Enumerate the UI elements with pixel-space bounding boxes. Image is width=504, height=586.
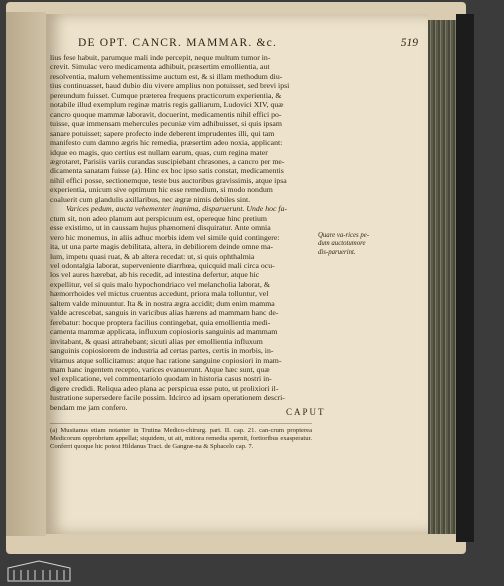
text-line: lius fese habuit, parumque mali inde percepit, neque multum tumor in- bbox=[50, 53, 271, 62]
text-line: cancro quoque mammæ laboravit, docuerint, medicamentis nihil effici po- bbox=[50, 109, 282, 119]
text-line: tius continuasset, haud dubio diu vivere amplius non potuisset, sed brevi ipsi bbox=[50, 81, 290, 91]
running-title: DE OPT. CANCR. MAMMAR. &c. bbox=[78, 37, 278, 49]
text-line: dicamenta sanatam fuisse (a). Hinc ex hoc ipso satis constat, medicamentis bbox=[50, 166, 284, 176]
text-line: nihil effici posse, sectionemque, teste bus auctoribus gravissimis, atque ipsa bbox=[50, 175, 287, 185]
text-line: experientia, unicum sive optimum hic esse remedium, si modo nondum bbox=[50, 185, 273, 195]
text-line: valde acrescebat, sanguis in varicibus alias hærens ad mammam hanc de- bbox=[50, 308, 279, 318]
text-line: tuisse, quæ immensam mehercules pecuniæ vim adhibuisset, si quis ipsam bbox=[50, 119, 282, 129]
library-logo-icon bbox=[4, 559, 74, 583]
footnote: (a) Musitanus etiam notanter in Trutina Medico-chirurg. part. II. cap. 21. can-crum propterea Medicorum opprobrium appellat; siquidem, ut ait, mitiora remedia spernit, fortioribus exasperatur. Conferri quoque hic potest Hildanus Tract. de Gangræ-na & Sphacelo cap. 7. bbox=[50, 427, 312, 451]
text-line: vitamus atque sollicitamus: atque hac ratione sanguine copiosiori in mam- bbox=[50, 355, 282, 365]
text-line: invitabant, & quasi attrahebant; sicuti alias per emollientia influxum bbox=[50, 336, 263, 346]
text-line: vero hic monemus, in aliis adhuc morbis idem vel simile quid contingere: bbox=[50, 232, 280, 242]
page-edges bbox=[428, 20, 456, 534]
margin-note: Quare va-rices pe-dum auctotumore dis-paruerint. bbox=[318, 232, 370, 256]
text-line: digere credidi. Reliqua adeo plana ac perspicua esse puto, ut prolixiori il- bbox=[50, 383, 279, 393]
previous-page-edge bbox=[6, 12, 46, 536]
viewer-bottom-bar bbox=[0, 556, 504, 586]
text-line: bendam me jam confero. bbox=[50, 402, 128, 412]
text-line: pereundum fuisset. Cumque præterea frequens practicorum experientia, & bbox=[50, 90, 282, 100]
footnote-rule bbox=[50, 423, 312, 424]
text-line: lustratione supersedere facile possim. Idcirco ad ipsam operationem descri- bbox=[50, 393, 285, 403]
text-line: ferebatur: hocque proptera facilius contingebat, quia emollientia medi- bbox=[50, 317, 271, 327]
main-text bbox=[50, 53, 312, 412]
page-number: 519 bbox=[400, 37, 418, 49]
text-line: camenta mammæ applicata, influxum copiosioris sanguinis ad mammam bbox=[50, 327, 278, 337]
text-line: saltem valde minuuntur. Ita & in nostra ægra accidit; dum enim mamma bbox=[50, 298, 275, 308]
text-line: manifesto cum damno ægris hic remedia, præsertim adeo noxia, applicant: bbox=[50, 138, 283, 148]
text-line: esse existimo, ut in caussam hujus phænomeni disquiratur. Ante omnia bbox=[50, 223, 271, 233]
text-line: coaluerit cum glandulis axillaribus, nec ægræ nimis debiles sint. bbox=[50, 194, 251, 204]
running-header bbox=[78, 37, 418, 51]
text-line: ctum sit, non adeo planum aut perspicuum est, opereque hinc pretium bbox=[50, 213, 267, 223]
book-cover bbox=[456, 14, 474, 542]
text-line: los vel aures hærebat, ab his recedit, ad intestina defertur, atque hic bbox=[50, 270, 260, 280]
text-line: idque eo magis, quo certius est nullam earum, quas, cum regina mater bbox=[50, 147, 268, 157]
text-line: mam hanc ingentem recepto, varices evanuerunt. Atque hæc sunt, quæ bbox=[50, 364, 270, 374]
text-line: lum, impetu quasi ruat, & ab altera recedat: ut, si quis ophthalmia bbox=[50, 251, 255, 261]
text-line: expellitur, vel si quis malo hypochondriaco vel melancholia laborat, & bbox=[50, 279, 270, 289]
text-line: sanguinis copiosiorem de industria ad certas partes, certis in morbis, in- bbox=[50, 346, 274, 356]
catchword: CAPUT bbox=[286, 407, 326, 417]
text-line: ægrotaret, Parisiis variis curandas suscipiebant chrasones, a cancro per me- bbox=[50, 156, 285, 166]
text-line: ita, ut una parte magis debilitata, altera, in debiliorem deinde omne ma- bbox=[50, 242, 273, 252]
text-line: resolventia, malum vehementissime auctum est, & si illam methodum diu- bbox=[50, 71, 283, 81]
text-line: sanare potuisset; sapere profecto inde deberent imprudentes illi, qui tam bbox=[50, 128, 275, 138]
text-line: hæmorrhoides vel mictus cruentus accedunt, priora mala tolluntur, vel bbox=[50, 289, 269, 299]
text-line: notabile illud exemplum reginæ matris regis galliarum, Ludovici XIV, quæ bbox=[50, 100, 284, 110]
text-line: crevit. Simulac vero medicamenta adhibuit, præsertim emollientia, aut bbox=[50, 62, 270, 72]
text-line: vel explicatione, vel commentariolo quodam in historia casus nostri in- bbox=[50, 374, 272, 384]
text-line: vel odontalgia laborat, superveniente diarrhœa, quicquid mali circa ocu- bbox=[50, 260, 275, 270]
text-line: Varices pedum, aucta vehementer inanima, disparuerunt. Unde hoc fa- bbox=[66, 204, 288, 214]
